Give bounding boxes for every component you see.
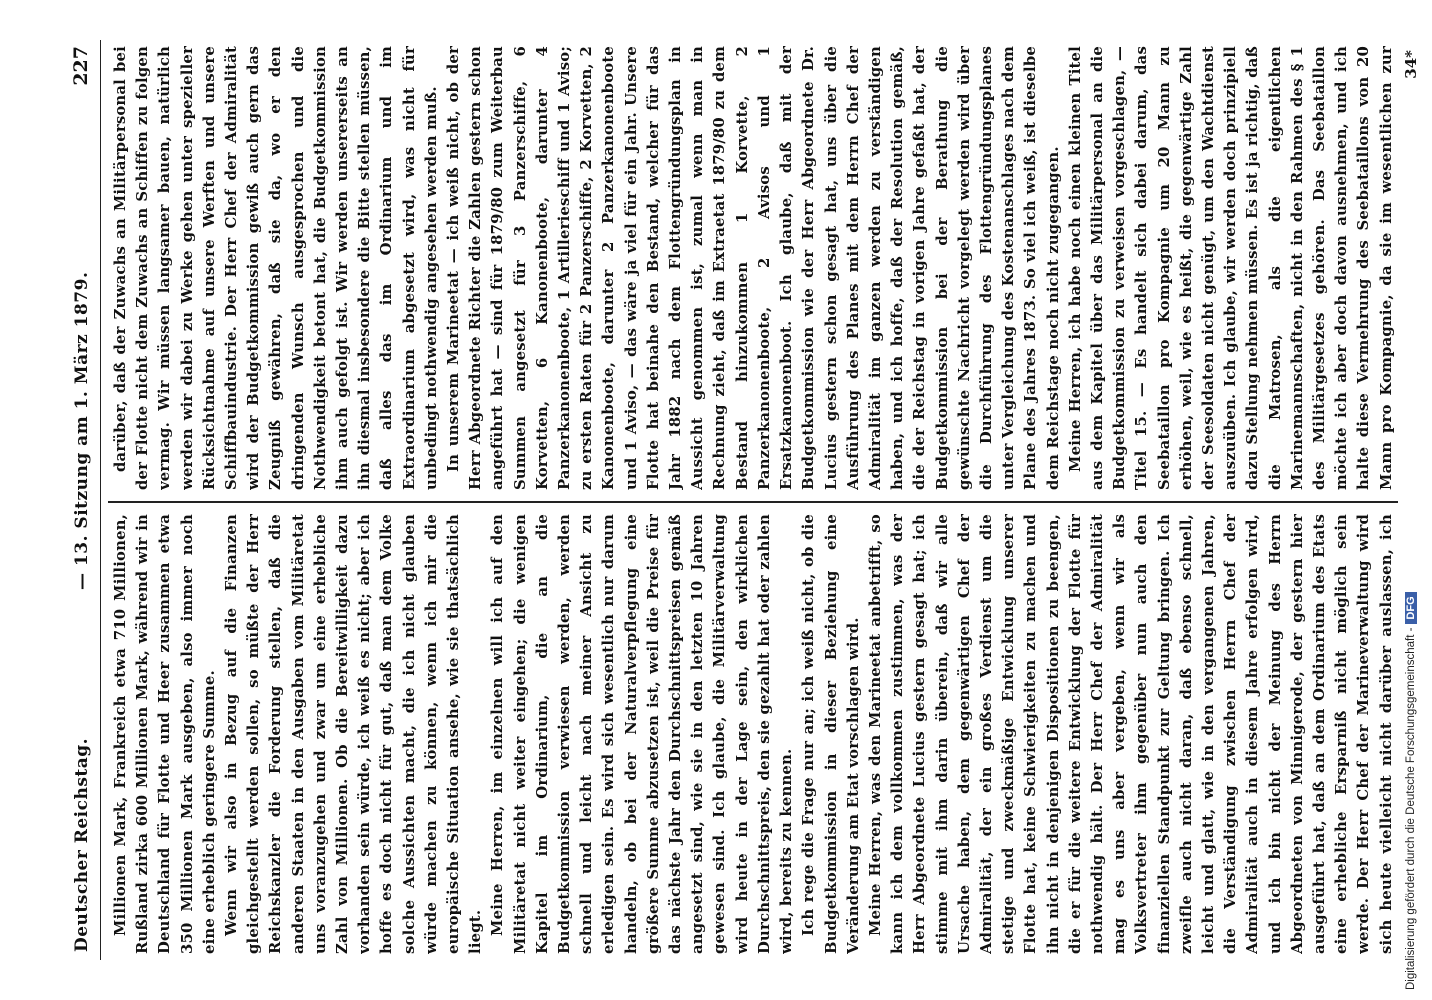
- header-title: Deutscher Reichstag.: [72, 737, 92, 952]
- page-header: [60, 40, 101, 960]
- paragraph: In unserem Marineetat — ich weiß nicht, ob der Herr Abgeordnete Richter die Zahlen gestern schon angeführt hat — sind für 1879/80 zum Weiterbau Summen angesetzt für 3 Panzerschiffe, 6 Korvetten, 6 Kanonenboote, darunter 4 Panzerkanonenboote, 1 Artillerieschiff und 1 Aviso; zu ersten Raten für 2 Panzerschiffe, 2 Korvetten, 2 Kanonenboote, darunter 2 Panzerkanonenboote und 1 Aviso, — das wäre ja viel für ein Jahr. Unsere Flotte hat beinahe den Bestand, welcher für das Jahr 1882 nach dem Flottengründungsplan in Aussicht genommen ist, zumal wenn man in Rechnung zieht, daß im Extraetat 1879/80 zu dem Bestand hinzukommen 1 Korvette, 2 Panzerkanonenboote, 2 Avisos und 1 Ersatzkanonenboot. Ich glaube, daß mit der Budgetkommission wie der Herr Abgeordnete Dr. Lucius gestern schon gesagt hat, uns über die Ausführung des Planes mit dem Herrn Chef der Admiralität im ganzen werden zu verständigen haben, und ich hoffe, daß der Resolution gemäß, die der Reichstag in vorigen Jahre gefaßt hat, der Budgetkommission bei der Berathung die gewünschte Nachricht vorgelegt werden wird über die Durchführung des Flottengründungsplanes unter Vergleichung des Kostenanschlages nach dem Plane des Jahres 1873. So viel ich weiß, ist dieselbe dem Reichstage noch nicht zugegangen.: [445, 46, 1062, 490]
- credit-text: Digitalisierung gefördert durch die Deutsche Forschungsgemeinschaft -: [1405, 627, 1417, 990]
- dfg-logo: DFG: [1405, 592, 1417, 623]
- right-column: [110, 46, 1400, 490]
- digitization-credit: [1405, 10, 1417, 990]
- paragraph: Meine Herren, was den Marineetat anbetrifft, so kann ich dem vollkommen zustimmen, was der Herr Abgeordnete Lucius gestern gesagt hat; ich stimme mit ihm darin überein, daß wir alle Ursache haben, dem gegenwärtigen Chef der Admiralität, der ein großes Verdienst um die stetige und zweckmäßige Entwicklung unserer Flotte hat, keine Schwierigkeiten zu machen und ihn nicht in denjenigen Dispositionen zu beengen, die er für die weitere Entwicklung der Flotte für nothwendig hält. Der Herr Chef der Admiralität mag es uns aber vergeben, wenn wir als Volksvertreter ihm gegenüber nun auch den finanziellen Standpunkt zur Geltung bringen. Ich zweifle auch nicht daran, daß ebenso schnell, leicht und glatt, wie in den vergangenen Jahren, die Verständigung zwischen Herrn Chef der Admiralität auch in diesem Jahre erfolgen wird, und ich bin nicht der Meinung des Herrn Abgeordneten von Minnigerode, der gestern hier ausgeführt hat, daß an dem Ordinarium des Etats eine erhebliche Ersparniß nicht möglich sein werde. Der Herr Chef der Marineverwaltung wird sich heute vielleicht nicht darüber auslassen, ich: [866, 514, 1395, 954]
- paragraph: darüber, daß der Zuwachs an Militärpersonal bei der Flotte nicht dem Zuwachs an Schiffen zu folgen vermag. Wir müssen langsamer bauen, natürlich werden wir dabei zu Werke gehen unter spezieller Rücksichtnahme auf unsere Werften und unsere Schiffbauindustrie. Der Herr Chef der Admiralität wird der Budgetkommission gewiß auch gern das Zeugniß gewähren, daß sie da, wo er den dringenden Wunsch ausgesprochen und die Nothwendigkeit betont hat, die Budgetkommission ihm auch gefolgt ist. Wir werden unsererseits an ihn diesmal insbesondere die Bitte stellen müssen, daß alles das im Ordinarium und im Extraordinarium abgesetzt wird, was nicht für unbedingt nothwendig angesehen werden muß.: [112, 46, 440, 490]
- paragraph: Wenn wir also in Bezug auf die Finanzen gleichgestellt werden sollen, so müßte der Herr Reichskanzler die Forderung stellen, daß die anderen Staaten in den Ausgaben vom Militäretat uns voranzugehen und zwar um eine erhebliche Zahl von Millionen. Ob die Bereitwilligkeit dazu vorhanden sein würde, ich weiß es nicht; aber ich hoffe es doch nicht für gut, daß man dem Volke solche Aussichten macht, die ich nicht glauben würde machen zu können, wenn ich mir die europäische Situation ansehe, wie sie thatsächlich liegt.: [223, 514, 485, 954]
- paragraph: Meine Herren, im einzelnen will ich auf den Militäretat nicht weiter eingehen; die wenigen Kapitel im Ordinarium, die an die Budgetkommission verwiesen werden, werden schnell und leicht nach meiner Ansicht zu erledigen sein. Es wird sich wesentlich nur darum handeln, ob bei der Naturalverpflegung eine größere Summe abzusetzen ist, weil die Preise für das nächste Jahr den Durchschnittspreisen gemäß angesetzt sind, wie sie in den letzten 10 Jahren gewesen sind. Ich glaube, die Militärverwaltung wird heute in der Lage sein, den wirklichen Durchschnittspreis, den sie gezahlt hat oder zahlen wird, bereits zu kennen.: [489, 514, 796, 954]
- signature-mark: 34*: [1402, 50, 1420, 79]
- column-divider: [108, 502, 1398, 504]
- paragraph: Ich rege die Frage nur an; ich weiß nicht, ob die Budgetkommission in dieser Beziehung eine Veränderung am Etat vorschlagen wird.: [800, 514, 862, 954]
- left-column: [110, 514, 1400, 954]
- paragraph: Millionen Mark, Frankreich etwa 710 Millionen, Rußland zirka 600 Millionen Mark, während wir in Deutschland für Flotte und Heer zusammen etwa 350 Millionen Mark ausgeben, also immer noch eine erheblich geringere Summe.: [112, 514, 218, 954]
- header-session: — 13. Sitzung am 1. März 1879.: [72, 271, 92, 590]
- page-number: 227: [70, 46, 92, 86]
- rotated-content: [60, 40, 1420, 960]
- paragraph: Meine Herren, ich habe noch einen kleinen Titel aus dem Kapitel über das Militärpersonal an die Budgetkommission zu verweisen vorgeschlagen, — Titel 15. — Es handelt sich dabei darum, das Seebataillon pro Kompagnie um 20 Mann zu erhöhen, weil, wie es heißt, die gegenwärtige Zahl der Seesoldaten nicht genügt, um den Wachtdienst auszuüben. Ich glaube, wir werden doch prinzipiell dazu Stellung nehmen müssen. Es ist ja richtig, daß die Matrosen, als die eigentlichen Marinemannschaften, nicht in den Rahmen des § 1 des Militärgesetzes gehören. Das Seebataillon möchte ich aber doch davon ausnehmen, und ich halte diese Vermehrung des Seebataillons von 20 Mann pro Kompagnie, da sie im wesentlichen zur: [1066, 46, 1395, 490]
